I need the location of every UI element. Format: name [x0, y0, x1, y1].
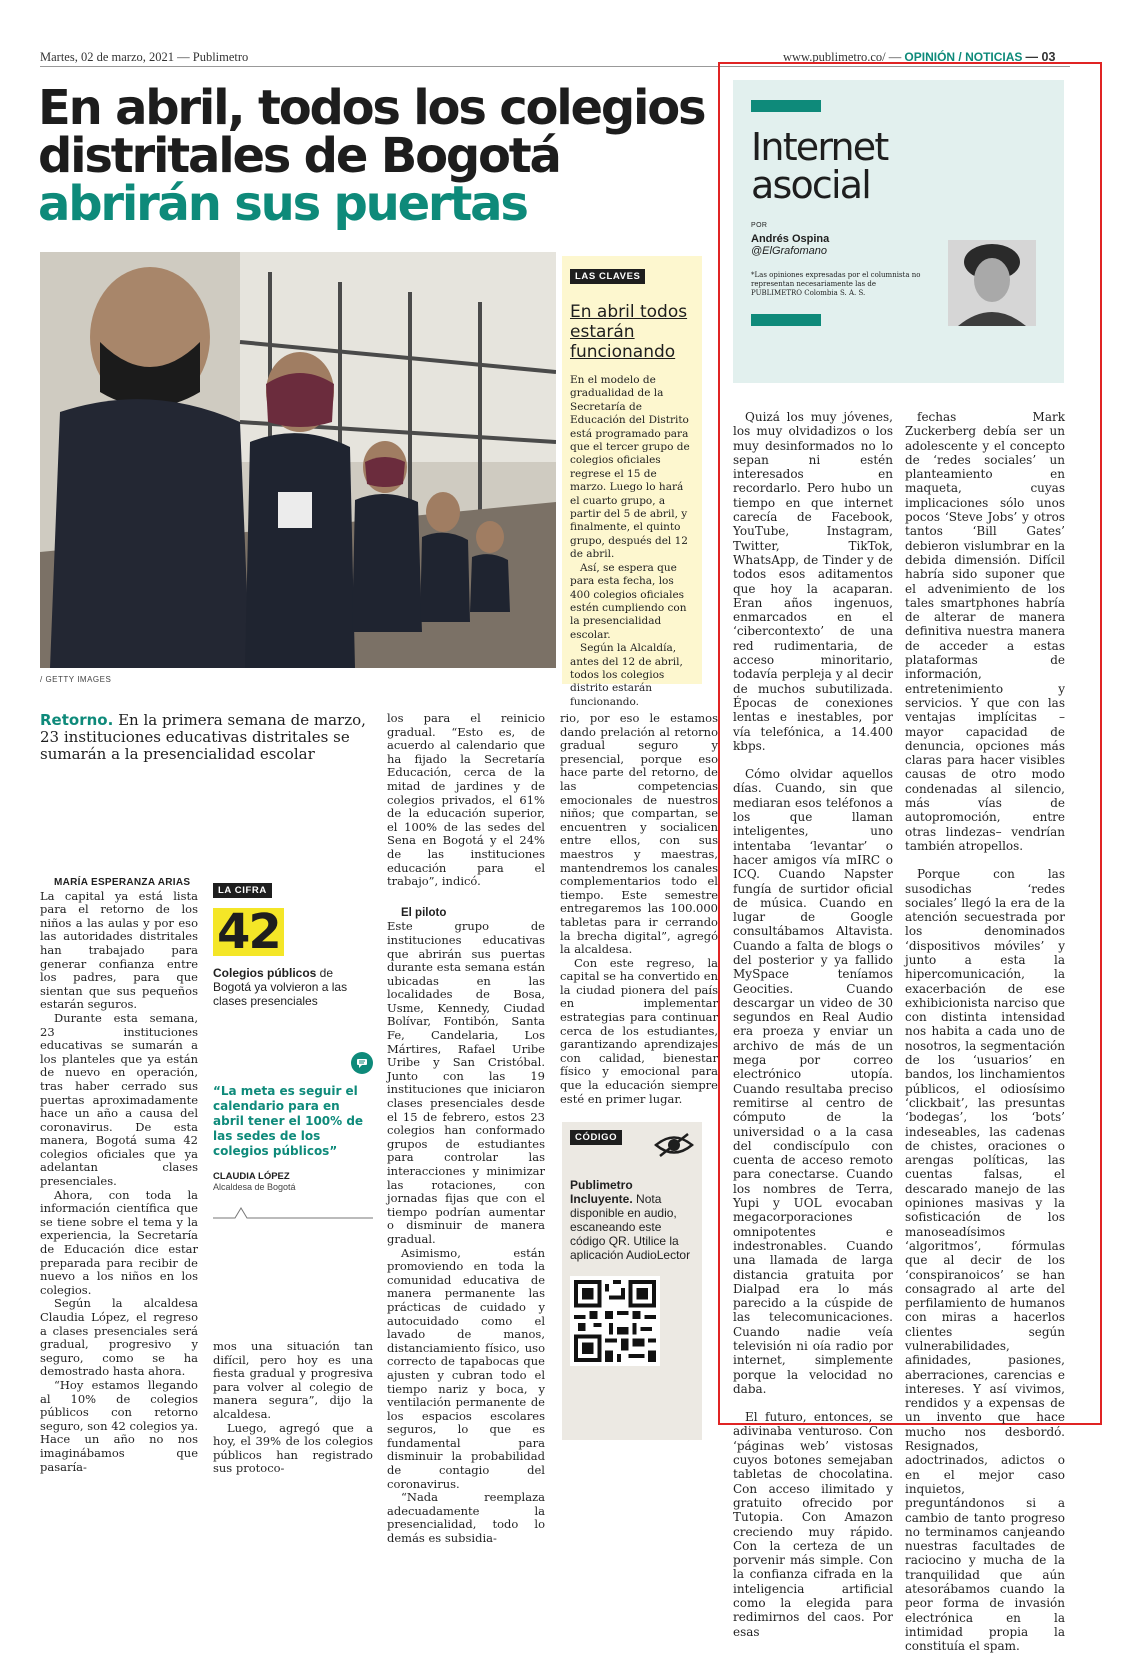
- article-paragraph: La capital ya está lista para el retorno de los niños a las aulas y por eso las autoridades distritales han trabajado para generar confianza entre los padres, para que sientan que sus pequeños estarán seguros.: [40, 888, 198, 1012]
- audio-code-tag: CÓDIGO: [570, 1130, 622, 1145]
- folio-section-name: OPINIÓN / NOTICIAS: [904, 50, 1023, 64]
- quote-author-role: Alcaldesa de Bogotá: [213, 1182, 296, 1192]
- opinion-disclaimer: *Las opiniones expresadas por el columnista no representan necesariamente las de PUBLIMETRO Colombia S. A. S.: [751, 271, 921, 297]
- opinion-paragraph: Porque con las susodichas ‘redes sociales’ llegó la era de la atención secuestrada por los denominados ‘dispositivos móviles’ y junto a esta la hipercomunicación, la exacerbación de ese exhibicionista narciso que con distinta intensidad nos habita a cada uno de nosotros, la segmentación de los ‘usuarios’ en bandos, los linchamientos públicos, el odiosísimo ‘clickbait’, las presuntas ‘bodegas’, los ‘bots’ indeseables, las cadenas de chistes, oraciones o arengas políticas, las cuentas falsas, el descarado manejo de las opiniones masivas y la sofisticación de los manoseadísimos ‘algoritmos’, fórmulas que al decir de los ‘conspiranoicos’ se han consagrado al arte del perfilamiento de humanos con miras a hacerlos clientes según vulnerabilidades, afinidades, pasiones, aberraciones, carencias e intereses. Y así vivimos, rendidos y a expensas de un invento que hace mucho nos desbordó. Resignados, adoctrinados, adictos o en el mejor caso inquietos, preguntándonos si a cambio de tanto progreso no terminamos canjeando nuestras facultades de raciocino y mucha de la tranquilidad que aún atesorábamos cuando la peor forma de invasión electrónica en la intimidad propia la constituía el spam.: [905, 867, 1065, 1654]
- key-points-paragraph: Así, se espera que para esta fecha, los 400 colegios oficiales estén cumpliendo con la presencialidad escolar.: [570, 561, 687, 641]
- key-points-paragraph: Según la Alcaldía, antes del 12 de abril, todos los colegios distrito estarán funcionando.: [570, 642, 683, 708]
- article-paragraph: Ahora, con toda la información científica que se tiene sobre el tema y la experiencia, la Secretaría de Educación dice estar preparada para recibir de nuevo a los niños en los colegios.: [40, 1187, 198, 1297]
- author-prefix: POR: [751, 222, 768, 229]
- key-points-tag: LAS CLAVES: [570, 269, 645, 284]
- stat-caption-text: de Bogotá ya volvieron a las clases presenciales: [213, 966, 348, 1008]
- key-points-box: [562, 256, 702, 708]
- photo-credit: / GETTY IMAGES: [40, 675, 112, 684]
- folio-page-number: — 03: [1025, 50, 1056, 64]
- article-paragraph: Asimismo, están promoviendo en toda la comunidad educativa de manera permanente las prácticas de cuidado y autocuidado como el lavado de manos, distanciamiento físico, uso correcto de tapabocas que ajusten y cubran todo el tiempo nariz y boca, y ventilación permanente de los espacios escolares seguros, lo que es fundamental para disminuir la probabilidad de contagio del coronavirus.: [387, 1245, 545, 1491]
- author-portrait-graphic: [948, 240, 1036, 326]
- deck-text: En la primera semana de marzo, 23 instituciones educativas distritales se sumarán a la presencialidad escolar: [40, 711, 366, 763]
- article-column-2: [213, 1340, 373, 1476]
- quote-author: CLAUDIA LÓPEZ: [213, 1171, 290, 1182]
- author-name: Andrés Ospina: [751, 233, 830, 245]
- audio-code-description: Nota disponible en audio, escaneando este código QR. Utilice la aplicación AudioLector: [570, 1192, 691, 1262]
- article-paragraph: Este grupo de instituciones educativas que abrirán sus puertas durante esta semana están ubicadas en las localidades de Bosa, Usme, Kennedy, Ciudad Bolívar, Fontibón, Santa Fe, Candelaria, Los Mártires, Rafael Uribe Uribe y San Cristóbal. Junto con las 19 instituciones que iniciaron clases presenciales desde el 15 de febrero, estos 23 colegios han conformado grupos de estudiantes para controlar las interacciones y minimizar las rotaciones, con jornadas fijas que con el tiempo podrían aumentar o disminuir de manera gradual.: [387, 919, 545, 1246]
- stat-caption: [213, 966, 373, 1008]
- key-points-paragraph: En el modelo de gradualidad de la Secretaría de Educación del Distrito está programado para que el tercer grupo de colegios oficiales regrese el 15 de marzo. Luego lo hará el cuarto grupo, a partir del 5 de abril, y finalmente, el quinto grupo, después del 12 de abril.: [570, 374, 690, 561]
- quote-text: “La meta es seguir el calendario para en abril tener el 100% de las sedes de los colegios públicos”: [213, 1084, 364, 1158]
- article-paragraph: Luego, agregó que a hoy, el 39% de los colegios públicos han registrado sus protoco-: [213, 1420, 373, 1476]
- article-paragraph: Con este regreso, la capital se ha convertido en la ciudad pionera del país en implementar estrategias para continuar cerca de los estudiantes, garantizando aprendizajes con calidad, bienestar físico y emocional para que la educación siempre esté en primer lugar.: [560, 955, 718, 1106]
- opinion-paragraph: fechas Mark Zuckerberg debía ser un adolescente y el concepto de ‘redes sociales’ un planteamiento en maqueta, cuyas implicaciones sólo unos pocos ‘Steve Jobs’ y otros tantos ‘Bill Gates’ debieron vislumbrar en la debida dimensión. Difícil habría sido suponer que el advenimiento de los tales smartphones habría de alterar de manera definitiva nuestra manera de acceder a estas plataformas de información, entretenimiento y servicios. Y que con las ventajas implícitas –mayor capacidad de denuncia, opciones más claras para hacer visibles causas de otro modo condenadas al silencio, más vías de autopromoción, entre otras lindezas– vendrían también atropellos.: [905, 410, 1065, 853]
- folio-site-link[interactable]: www.publimetro.co/ —: [783, 50, 902, 64]
- accent-bar-top: [751, 100, 821, 112]
- article-paragraph: mos una situación tan difícil, pero hoy es una fiesta gradual y progresiva para volver al colegio de manera segura”, dijo la alcaldesa.: [213, 1339, 373, 1421]
- opinion-header-box: [733, 80, 1064, 383]
- key-points-title: En abril todos estarán funcionando: [570, 302, 688, 362]
- author-portrait: [948, 240, 1036, 326]
- stat-number: 42: [213, 908, 284, 956]
- article-paragraph: “Nada reemplaza adecuadamente la presencialidad, todo lo demás es subsidia-: [387, 1490, 545, 1546]
- opinion-title: [751, 125, 1046, 207]
- speech-bubble-icon: [351, 1052, 373, 1074]
- opinion-column-right: [905, 410, 1065, 1654]
- deck-lead: Retorno.: [40, 711, 114, 729]
- audio-code-box: [562, 1122, 702, 1440]
- audio-code-bold: Publimetro Incluyente.: [570, 1178, 633, 1206]
- qr-code-graphic: [574, 1280, 656, 1362]
- article-subhead: El piloto: [401, 906, 447, 919]
- headline-line-3: abrirán sus puertas: [38, 176, 527, 232]
- article-paragraph: los para el reinicio gradual. “Esto es, de acuerdo al calendario que ha fijado la Secretaría Educación, cerca de la mitad de jardines y de colegios privados, el 61% de la educación superior, el 100% de las sedes del Sena en Bogotá y el 24% de las instituciones educación para el trabajo”, indicó.: [387, 711, 545, 889]
- qr-code[interactable]: [570, 1276, 660, 1366]
- quote-divider-line: [213, 1200, 373, 1224]
- opinion-paragraph: Quizá los muy jóvenes, los muy olvidadizos o los muy desinformados no lo sepan ni estén interesados en recordarlo. Pero hubo un tiempo en que internet carecía de Facebook, YouTube, Instagram, Twitter, TikTok, WhatsApp, de Tinder y de todos esos aditamentos que hoy la acaparan. Eran años ingenuos, enmarcados en el ‘cibercontexto’ de una red rudimentaria, de acceso minoritario, todavía perpleja y al decir de muchos subutilizada. Épocas de conexiones lentas e inestables, por vía telefónica, a 14.400 kbps.: [733, 410, 893, 753]
- article-paragraph: “Hoy estamos llegando al 10% de colegios públicos con retorno seguro, son 42 colegios ya. Hace un año no nos imaginábamos que pasaría-: [40, 1377, 198, 1474]
- pull-quote: [213, 1052, 373, 1228]
- stat-number-wrap: [213, 904, 373, 960]
- opinion-column-left: [733, 410, 893, 1639]
- article-column-1: [40, 876, 198, 1474]
- stat-box: [213, 878, 373, 1008]
- article-column-3: [387, 712, 545, 1546]
- photo-illustration: [40, 252, 556, 668]
- stat-caption-bold: Colegios públicos: [213, 966, 317, 980]
- main-headline: [38, 80, 728, 232]
- opinion-paragraph: El futuro, entonces, se adivinaba venturoso. Con ‘páginas web’ vistosas cuyos botones semejaban tabletas de chocolatina. Con acceso ilimitado y gratuito ofrecido por Tutopia. Con Amazon creciendo muy rápido. Con la certeza de un porvenir más simple. Con la confianza cifrada en la inteligencia artificial como la elegida para redimirnos del caos. Por esas: [733, 1410, 893, 1639]
- article-column-4: [560, 712, 718, 1106]
- article-paragraph: rio, por eso le estamos dando prelación al retorno gradual seguro y presencial, porque eso hace parte del retorno, de las competencias emocionales de nuestros niños; que compartan, se encuentren y socialicen entre ellos, con sus maestros y maestras, mantendremos los canales complementarios todo el tiempo. Este semestre entregaremos las 100.000 tabletas para ir cerrando la brecha digital”, agregó la alcaldesa.: [560, 711, 718, 957]
- headline-line-1: En abril, todos los colegios: [38, 80, 705, 136]
- audio-code-header: [570, 1130, 694, 1164]
- schoolchildren-photo: [40, 252, 556, 668]
- article-paragraph: Durante esta semana, 23 instituciones educativas se sumarán a los planteles que ya están de nuevo en operación, tras haber cerrado sus puertas aproximadamente hace un año a causa del coronavirus. De esta manera, Bogotá suma 42 colegios oficiales que ya adelantan clases presenciales.: [40, 1010, 198, 1189]
- article-paragraph: Según la alcaldesa Claudia López, el regreso a clases presenciales será gradual, progresivo y seguro, como se ha demostrado hasta ahora.: [40, 1296, 198, 1379]
- article-deck: [40, 712, 370, 763]
- headline-line-2: distritales de Bogotá: [38, 128, 560, 184]
- opinion-paragraph: Cómo olvidar aquellos días. Cuando, sin que mediaran esos teléfonos a los que llaman inteligentes, uno intentaba ‘levantar’ o hacer amigos vía mIRC o ICQ. Cuando Napster fungía de surtidor oficial de música. Cuando en lugar de Google consultábamos Altavista. Cuando a falta de blogs o del posterior y ya fallido MySpace teníamos Geocities. Cuando descargar un video de 30 segundos en Real Audio era proeza y enviar un archivo de más de un mega por correo electrónico utopía. Cuando resultaba preciso remitirse al centro de cómputo de la universidad o a la casa del condiscípulo con cuenta de acceso remoto para conectarse. Cuando los nombres de Terra, Yupi y UOL evocaban megacorporaciones omnipotentes e indestronables. Cuando una llamada de larga distancia gratuita por Dialpad era lo más parecido a la cúspide de las telecomunicaciones. Cuando nadie veía televisión ni oía radio por internet, simplemente porque la velocidad no daba.: [733, 767, 893, 1396]
- folio-date: Martes, 02 de marzo, 2021 — Publimetro: [40, 50, 249, 64]
- article-byline: MARÍA ESPERANZA ARIAS: [54, 877, 191, 888]
- eye-icon: [654, 1130, 694, 1164]
- key-points-body: [570, 374, 694, 709]
- opinion-title-line-1: Internet: [751, 125, 888, 169]
- stat-tag: LA CIFRA: [213, 883, 272, 898]
- opinion-title-line-2: asocial: [751, 163, 871, 207]
- author-handle[interactable]: @ElGrafomano: [751, 245, 827, 257]
- accent-bar-bottom: [751, 314, 821, 326]
- quote-icon-row: [213, 1052, 373, 1074]
- audio-code-text: [570, 1178, 694, 1262]
